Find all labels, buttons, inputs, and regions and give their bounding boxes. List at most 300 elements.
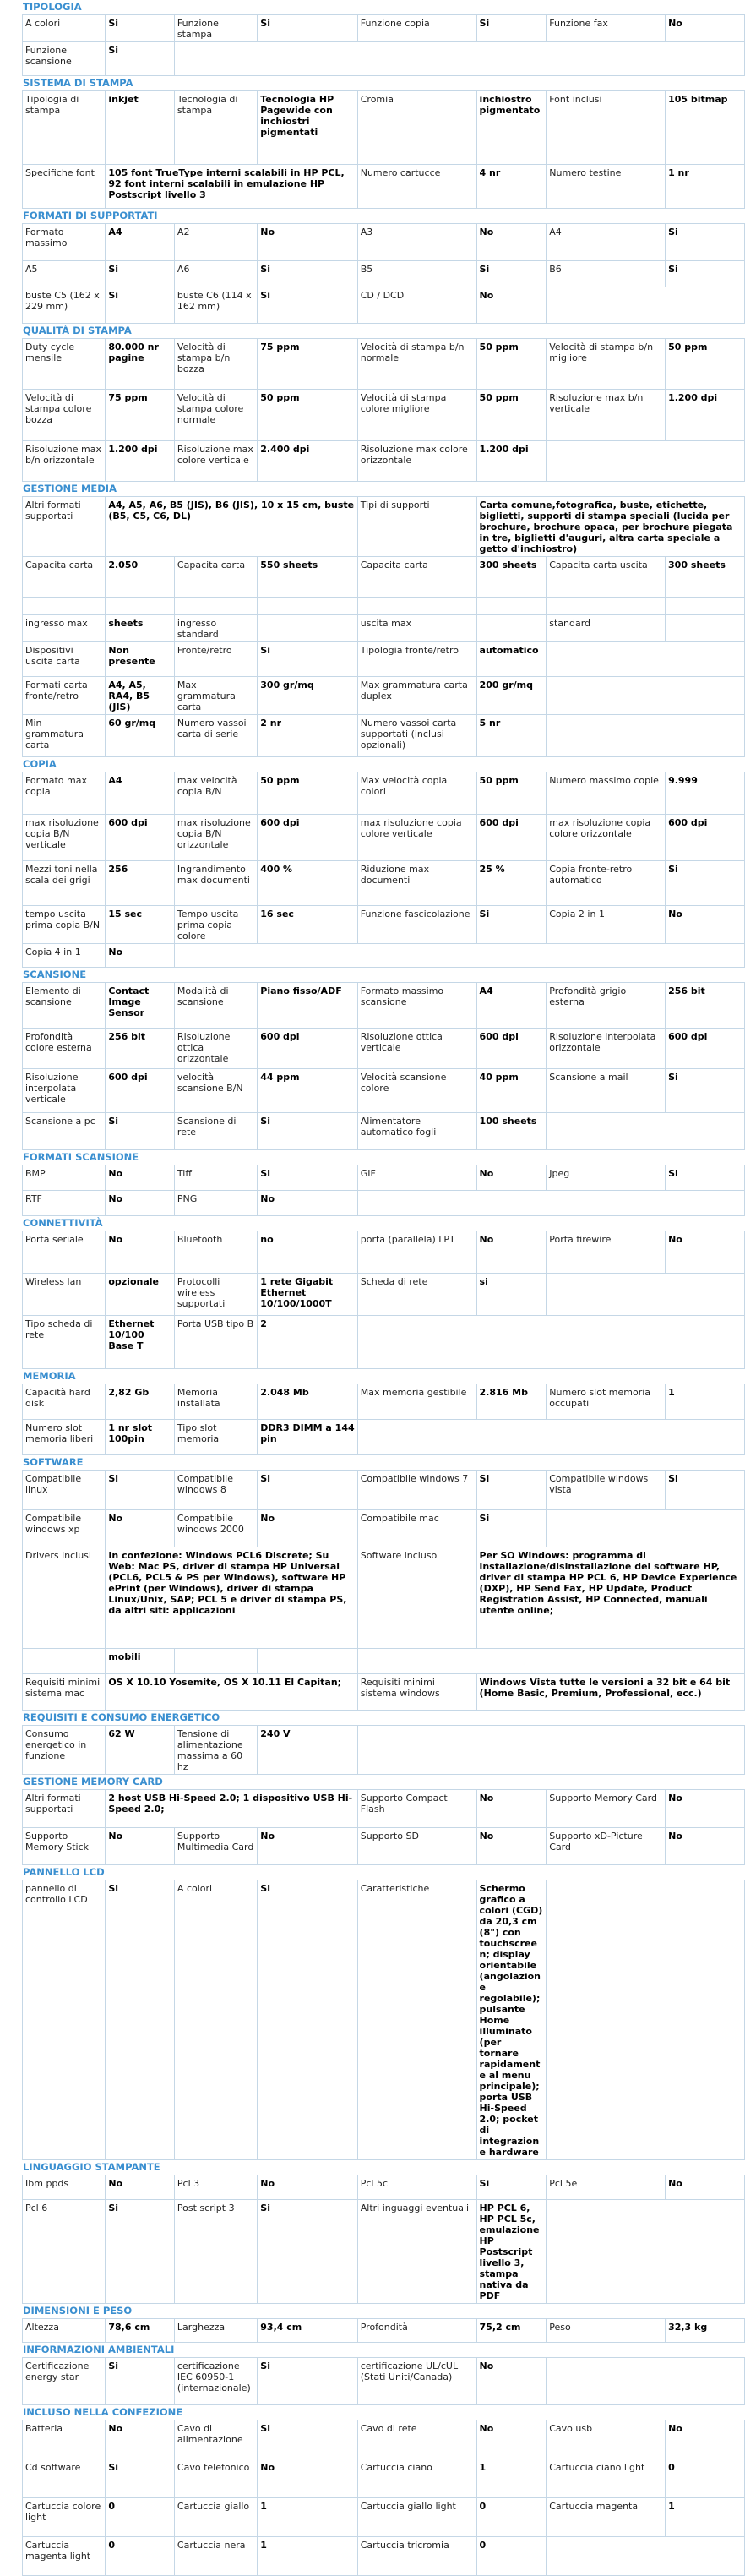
spec-value: 50 ppm	[476, 390, 547, 441]
spec-label: Compatibile windows 8	[174, 1471, 257, 1510]
table-row	[23, 983, 745, 1029]
spec-value: Si	[106, 42, 175, 76]
table-row	[23, 497, 745, 557]
spec-label: Max velocità copia colori	[357, 772, 476, 815]
table-row	[23, 615, 745, 642]
spec-label: B6	[547, 261, 666, 287]
table-row	[23, 1191, 745, 1216]
section-title: INFORMAZIONI AMBIENTALI	[23, 2344, 175, 2355]
spec-value	[258, 1649, 357, 1674]
spec-value: No	[666, 1231, 745, 1274]
spec-table	[22, 982, 745, 1150]
empty-cell	[547, 715, 745, 757]
spec-label: Compatibile windows 7	[357, 1471, 476, 1510]
table-row	[23, 557, 745, 598]
spec-label	[357, 598, 476, 615]
spec-value	[666, 615, 745, 642]
spec-label: Cavo di rete	[357, 2420, 476, 2459]
section-title: COPIA	[23, 758, 57, 770]
spec-label: Altri formati supportati	[23, 1790, 106, 1828]
spec-label: Compatibile windows xp	[23, 1510, 106, 1547]
table-row	[23, 1880, 745, 2160]
empty-cell	[357, 1316, 744, 1369]
spec-label: Tipo scheda di rete	[23, 1316, 106, 1369]
table-row	[23, 772, 745, 815]
spec-label: Pcl 5e	[547, 2175, 666, 2200]
spec-value: 60 gr/mq	[106, 715, 175, 757]
table-row	[23, 1828, 745, 1865]
spec-value: Si	[666, 1165, 745, 1191]
spec-label: Bluetooth	[174, 1231, 257, 1274]
spec-value: Si	[258, 287, 357, 324]
spec-label: Copia fronte-retro automatico	[547, 861, 666, 906]
table-row	[23, 677, 745, 715]
section-title: FORMATI DI SUPPORTATI	[23, 210, 158, 221]
spec-value: Si	[106, 15, 175, 42]
table-row	[23, 1384, 745, 1420]
spec-label: Risoluzione ottica verticale	[357, 1029, 476, 1069]
spec-label: Velocità di stampa colore normale	[174, 390, 257, 441]
spec-label: Pcl 6	[23, 2200, 106, 2304]
spec-label: Velocità di stampa colore migliore	[357, 390, 476, 441]
spec-label: Cartuccia magenta light	[23, 2537, 106, 2576]
table-row	[23, 339, 745, 390]
spec-value: A4	[106, 224, 175, 261]
spec-table	[22, 1384, 745, 1455]
spec-value: Si	[258, 15, 357, 42]
spec-value: Si	[258, 1471, 357, 1510]
spec-label: B5	[357, 261, 476, 287]
spec-value: 600 dpi	[258, 815, 357, 861]
table-row	[23, 1674, 745, 1711]
table-row	[23, 1165, 745, 1191]
spec-label: Compatibile linux	[23, 1471, 106, 1510]
spec-table	[22, 1231, 745, 1369]
spec-value: HP PCL 6, HP PCL 5c, emulazione HP Postscript livello 3, stampa nativa da PDF	[476, 2200, 547, 2304]
spec-value: Piano fisso/ADF	[258, 983, 357, 1029]
spec-value: 44 ppm	[258, 1069, 357, 1113]
spec-label: porta (parallela) LPT	[357, 1231, 476, 1274]
spec-value: 78,6 cm	[106, 2319, 175, 2343]
table-row	[23, 441, 745, 482]
spec-label: Min grammatura carta	[23, 715, 106, 757]
spec-label: Modalità di scansione	[174, 983, 257, 1029]
spec-label: Numero slot memoria liberi	[23, 1420, 106, 1455]
spec-value: No	[106, 2420, 175, 2459]
spec-label	[174, 1649, 257, 1674]
spec-table	[22, 1165, 745, 1216]
spec-label: Font inclusi	[547, 91, 666, 165]
spec-table	[22, 772, 745, 968]
empty-cell	[357, 1420, 744, 1455]
spec-value: 1 nr slot 100pin	[106, 1420, 175, 1455]
spec-label: standard	[547, 615, 666, 642]
spec-label: Protocolli wireless supportati	[174, 1274, 257, 1316]
section-title: SOFTWARE	[23, 1456, 84, 1468]
spec-value: 40 ppm	[476, 1069, 547, 1113]
table-row	[23, 287, 745, 324]
table-row	[23, 224, 745, 261]
spec-label	[174, 598, 257, 615]
spec-value: 0	[476, 2537, 547, 2576]
spec-label: Software incluso	[357, 1547, 476, 1649]
spec-value: Per SO Windows: programma di installazione/disinstallazione del software HP, driver di stampa HP PCL 6, HP Device Experience (DXP), HP Send Fax, HP Update, Product Registration Assist, HP Connected, manuali utente online;	[476, 1547, 744, 1649]
table-row	[23, 261, 745, 287]
table-row	[23, 1726, 745, 1775]
spec-value: No	[106, 1165, 175, 1191]
spec-value: 2.816 Mb	[476, 1384, 547, 1420]
spec-value: A4	[476, 983, 547, 1029]
spec-label: Cartuccia magenta	[547, 2498, 666, 2537]
spec-value: 50 ppm	[258, 390, 357, 441]
empty-cell	[547, 642, 745, 677]
spec-value: Si	[666, 1471, 745, 1510]
section-title: SISTEMA DI STAMPA	[23, 77, 133, 89]
table-row	[23, 2358, 745, 2405]
table-row	[23, 91, 745, 165]
spec-label: Risoluzione max colore verticale	[174, 441, 257, 482]
spec-value: Si	[476, 906, 547, 944]
spec-label: Larghezza	[174, 2319, 257, 2343]
spec-value: Si	[666, 261, 745, 287]
spec-value: Si	[258, 2420, 357, 2459]
spec-label: certificazione UL/cUL (Stati Uniti/Canada)	[357, 2358, 476, 2405]
spec-value: 2 nr	[258, 715, 357, 757]
table-row	[23, 42, 745, 76]
empty-cell	[547, 2537, 745, 2576]
section-title: QUALITÀ DI STAMPA	[23, 325, 132, 336]
spec-value: Si	[476, 2175, 547, 2200]
spec-value: Si	[666, 1069, 745, 1113]
spec-label: BMP	[23, 1165, 106, 1191]
table-row	[23, 2459, 745, 2498]
spec-value: Schermo grafico a colori (CGD) da 20,3 cm (8") con touchscreen; display orientabile (angolazione regolabile); pulsante Home illuminato (per tornare rapidamente al menu principale); porta USB Hi-Speed 2.0; pocket di integrazione hardware	[476, 1880, 547, 2160]
spec-label: Supporto Memory Stick	[23, 1828, 106, 1865]
section-title: FORMATI SCANSIONE	[23, 1151, 139, 1163]
spec-value: automatico	[476, 642, 547, 677]
spec-label: Batteria	[23, 2420, 106, 2459]
spec-value: Si	[258, 2200, 357, 2304]
empty-cell	[174, 944, 744, 968]
spec-value: No	[106, 944, 175, 968]
spec-value: Si	[106, 2358, 175, 2405]
spec-label: Requisiti minimi sistema mac	[23, 1674, 106, 1711]
spec-value: 600 dpi	[666, 1029, 745, 1069]
spec-label: Memoria installata	[174, 1384, 257, 1420]
spec-value: Si	[476, 15, 547, 42]
spec-label	[23, 598, 106, 615]
spec-label: max risoluzione copia B/N verticale	[23, 815, 106, 861]
spec-value: Tecnologia HP Pagewide con inchiostri pigmentati	[258, 91, 357, 165]
spec-label: Numero slot memoria occupati	[547, 1384, 666, 1420]
spec-sheet	[22, 0, 745, 2576]
section-title: CONNETTIVITÀ	[23, 1217, 103, 1229]
spec-value: No	[476, 1231, 547, 1274]
spec-value: 1	[258, 2537, 357, 2576]
spec-value: 600 dpi	[106, 815, 175, 861]
spec-value: No	[106, 1231, 175, 1274]
table-row	[23, 2537, 745, 2576]
spec-value: In confezione: Windows PCL6 Discrete; Su Web: Mac PS, driver di stampa HP Universal (PCL6, PCL5 & PS per Windows), software HP ePrint (per Windows), driver di stampa Linux/Unix, SAP; PCL 5 e driver di stampa PS, da altri siti: applicazioni	[106, 1547, 357, 1649]
spec-label: Scansione di rete	[174, 1113, 257, 1150]
spec-label: Tipologia fronte/retro	[357, 642, 476, 677]
empty-cell	[547, 287, 745, 324]
spec-value: No	[258, 1828, 358, 1865]
spec-value: Non presente	[106, 642, 175, 677]
spec-label: ingresso standard	[174, 615, 257, 642]
spec-value: 50 ppm	[476, 339, 547, 390]
spec-value	[258, 598, 357, 615]
table-row	[23, 1029, 745, 1069]
spec-value: 32,3 kg	[666, 2319, 745, 2343]
spec-value: 600 dpi	[476, 1029, 547, 1069]
spec-value	[476, 615, 547, 642]
table-row	[23, 2175, 745, 2200]
spec-label	[547, 598, 666, 615]
spec-value: 105 bitmap	[666, 91, 745, 165]
spec-value: 75 ppm	[258, 339, 357, 390]
spec-label: Copia 4 in 1	[23, 944, 106, 968]
spec-label: Jpeg	[547, 1165, 666, 1191]
spec-value: 550 sheets	[258, 557, 357, 598]
table-row	[23, 390, 745, 441]
spec-value: 2.400 dpi	[258, 441, 357, 482]
spec-label: Max grammatura carta	[174, 677, 257, 715]
spec-value: 93,4 cm	[258, 2319, 357, 2343]
spec-label: Supporto xD-Picture Card	[547, 1828, 666, 1865]
spec-table	[22, 1789, 745, 1865]
spec-table	[22, 2318, 745, 2343]
spec-value: No	[476, 1165, 547, 1191]
spec-label: Drivers inclusi	[23, 1547, 106, 1649]
table-row	[23, 944, 745, 968]
spec-value: Si	[476, 1510, 547, 1547]
spec-value: 0	[476, 2498, 547, 2537]
spec-table	[22, 2357, 745, 2405]
table-row	[23, 1231, 745, 1274]
spec-label: A2	[174, 224, 257, 261]
spec-label	[23, 1649, 106, 1674]
spec-label: Ibm ppds	[23, 2175, 106, 2200]
spec-value: No	[666, 2420, 745, 2459]
spec-value: No	[258, 2175, 357, 2200]
spec-value: No	[258, 224, 357, 261]
spec-label: Formato massimo scansione	[357, 983, 476, 1029]
spec-label: Dispositivi uscita carta	[23, 642, 106, 677]
spec-label: buste C5 (162 x 229 mm)	[23, 287, 106, 324]
spec-label: Funzione fax	[547, 15, 666, 42]
table-row	[23, 1510, 745, 1547]
spec-value: Si	[258, 642, 357, 677]
table-row	[23, 815, 745, 861]
spec-value: Si	[106, 2459, 175, 2498]
spec-value: 300 gr/mq	[258, 677, 357, 715]
spec-value: 2,82 Gb	[106, 1384, 175, 1420]
spec-label: Tipologia di stampa	[23, 91, 106, 165]
spec-label: Cromia	[357, 91, 476, 165]
empty-cell	[547, 2200, 745, 2304]
spec-label: max risoluzione copia colore verticale	[357, 815, 476, 861]
spec-label: Peso	[547, 2319, 666, 2343]
spec-label: RTF	[23, 1191, 106, 1216]
table-row	[23, 2498, 745, 2537]
spec-value: 240 V	[258, 1726, 357, 1775]
spec-value: 600 dpi	[476, 815, 547, 861]
spec-value: DDR3 DIMM a 144 pin	[258, 1420, 357, 1455]
spec-label: Funzione stampa	[174, 15, 257, 42]
section-title: REQUISITI E CONSUMO ENERGETICO	[23, 1711, 220, 1723]
spec-value: si	[476, 1274, 547, 1316]
spec-label: buste C6 (114 x 162 mm)	[174, 287, 257, 324]
spec-label: Capacita carta uscita	[547, 557, 666, 598]
spec-label: Elemento di scansione	[23, 983, 106, 1029]
spec-value: 50 ppm	[666, 339, 745, 390]
spec-value: 0	[106, 2537, 175, 2576]
spec-value	[476, 598, 547, 615]
spec-value: 9.999	[666, 772, 745, 815]
spec-value: sheets	[106, 615, 175, 642]
spec-label: Altri formati supportati	[23, 497, 106, 557]
spec-label: Porta firewire	[547, 1231, 666, 1274]
spec-label: Formato max copia	[23, 772, 106, 815]
table-row	[23, 15, 745, 42]
table-row	[23, 642, 745, 677]
spec-value: Contact Image Sensor	[106, 983, 175, 1029]
spec-value: Si	[666, 861, 745, 906]
spec-value: No	[476, 1828, 547, 1865]
spec-label: Profondità grigio esterna	[547, 983, 666, 1029]
spec-table	[22, 1880, 745, 2160]
spec-value: 400 %	[258, 861, 357, 906]
spec-label: max risoluzione copia colore orizzontale	[547, 815, 666, 861]
spec-value: 256 bit	[106, 1029, 175, 1069]
spec-table	[22, 1470, 745, 1711]
empty-cell	[547, 1113, 745, 1150]
empty-cell	[547, 1510, 745, 1547]
spec-label: Consumo energetico in funzione	[23, 1726, 106, 1775]
spec-value: Si	[476, 1471, 547, 1510]
spec-value: 300 sheets	[666, 557, 745, 598]
spec-label: Cavo di alimentazione	[174, 2420, 257, 2459]
spec-label: Scansione a mail	[547, 1069, 666, 1113]
spec-label: Cartuccia giallo	[174, 2498, 257, 2537]
spec-label: Tiff	[174, 1165, 257, 1191]
spec-label: Cd software	[23, 2459, 106, 2498]
spec-label: Cartuccia nera	[174, 2537, 257, 2576]
spec-value: Carta comune,fotografica, buste, etichette, biglietti, supporti di stampa speciali (lucida per brochure, brochure opaca, per brochure piegata in tre, biglietti d'auguri, altra carta speciale a getto d'inchiostro)	[476, 497, 744, 557]
spec-label: Numero vassoi carta di serie	[174, 715, 257, 757]
spec-label: Tipo slot memoria	[174, 1420, 257, 1455]
spec-value: 600 dpi	[106, 1069, 175, 1113]
spec-label: Tempo uscita prima copia colore	[174, 906, 257, 944]
spec-value: A4, A5, RA4, B5 (JIS)	[106, 677, 175, 715]
spec-value: No	[476, 287, 547, 324]
spec-value: 1	[258, 2498, 357, 2537]
section-title: PANNELLO LCD	[23, 1866, 105, 1878]
spec-label: Riduzione max documenti	[357, 861, 476, 906]
spec-label: certificazione IEC 60950-1 (internazionale)	[174, 2358, 257, 2405]
spec-label: Numero cartucce	[357, 165, 476, 209]
spec-label: Compatibile windows vista	[547, 1471, 666, 1510]
spec-value: Si	[258, 1880, 357, 2160]
spec-value: 105 font TrueType interni scalabili in HP PCL, 92 font interni scalabili in emulazione HP Postscript livello 3	[106, 165, 357, 209]
spec-value: Si	[106, 1113, 175, 1150]
spec-label: Supporto Compact Flash	[357, 1790, 476, 1828]
table-row	[23, 1113, 745, 1150]
empty-cell	[547, 677, 745, 715]
spec-value: No	[258, 2459, 357, 2498]
spec-table	[22, 2175, 745, 2304]
empty-cell	[547, 2358, 745, 2405]
spec-value: No	[666, 1790, 745, 1828]
spec-value: 1.200 dpi	[666, 390, 745, 441]
spec-label: Risoluzione max b/n verticale	[547, 390, 666, 441]
spec-label: PNG	[174, 1191, 257, 1216]
spec-value: 62 W	[106, 1726, 175, 1775]
spec-label: A6	[174, 261, 257, 287]
spec-label: Velocità di stampa b/n normale	[357, 339, 476, 390]
spec-value: No	[106, 1510, 175, 1547]
spec-label: Cavo telefonico	[174, 2459, 257, 2498]
spec-label: Funzione scansione	[23, 42, 106, 76]
spec-value: No	[476, 2358, 547, 2405]
spec-value: Si	[476, 261, 547, 287]
spec-value: 1.200 dpi	[476, 441, 547, 482]
spec-label: max velocità copia B/N	[174, 772, 257, 815]
spec-value: 256	[106, 861, 175, 906]
empty-cell	[174, 42, 744, 76]
spec-value: 1	[666, 1384, 745, 1420]
spec-value: 1 rete Gigabit Ethernet 10/100/1000T	[258, 1274, 357, 1316]
spec-value: No	[666, 1828, 745, 1865]
spec-value: 75 ppm	[106, 390, 175, 441]
spec-label: Risoluzione interpolata verticale	[23, 1069, 106, 1113]
spec-label: GIF	[357, 1165, 476, 1191]
empty-cell	[357, 1649, 744, 1674]
spec-value: Si	[106, 2200, 175, 2304]
spec-value: 4 nr	[476, 165, 547, 209]
spec-label: Tensione di alimentazione massima a 60 hz	[174, 1726, 257, 1775]
spec-label: Pcl 3	[174, 2175, 257, 2200]
spec-label: Specifiche font	[23, 165, 106, 209]
section-title: GESTIONE MEDIA	[23, 483, 117, 494]
spec-label: Wireless lan	[23, 1274, 106, 1316]
spec-label: Velocità di stampa colore bozza	[23, 390, 106, 441]
spec-label: Compatibile windows 2000	[174, 1510, 257, 1547]
table-row	[23, 1471, 745, 1510]
spec-label: Supporto Memory Card	[547, 1790, 666, 1828]
table-row	[23, 2200, 745, 2304]
spec-label: Scansione a pc	[23, 1113, 106, 1150]
spec-label: A3	[357, 224, 476, 261]
spec-label: Cartuccia giallo light	[357, 2498, 476, 2537]
spec-label: A4	[547, 224, 666, 261]
table-row	[23, 1316, 745, 1369]
spec-label: Numero testine	[547, 165, 666, 209]
spec-value: No	[666, 2175, 745, 2200]
spec-label: Altezza	[23, 2319, 106, 2343]
spec-value: No	[106, 2175, 175, 2200]
spec-value: 2	[258, 1316, 357, 1369]
empty-cell	[357, 1191, 744, 1216]
spec-value: A4	[106, 772, 175, 815]
spec-label: Tipi di supporti	[357, 497, 476, 557]
spec-value: No	[258, 1191, 357, 1216]
spec-label: Ingrandimento max documenti	[174, 861, 257, 906]
spec-label: A5	[23, 261, 106, 287]
spec-label: Max grammatura carta duplex	[357, 677, 476, 715]
spec-table	[22, 496, 745, 757]
